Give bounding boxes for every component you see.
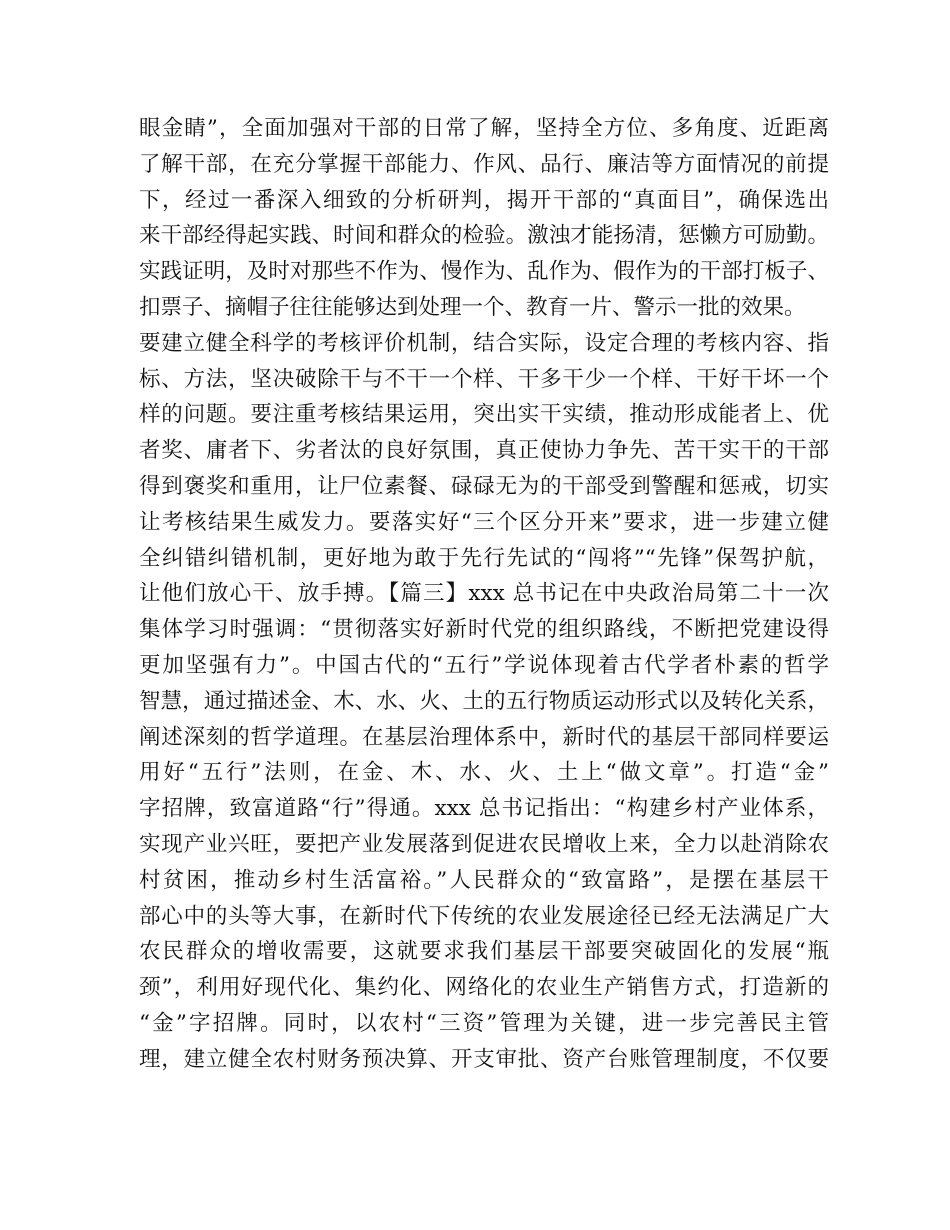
text-line: 让他们放心干、放手搏。【篇三】xxx 总书记在中央政治局第二十一次 — [139, 581, 829, 607]
text-line: 实践证明，及时对那些不作为、慢作为、乱作为、假作为的干部打板子、 — [139, 259, 829, 285]
text-line: 全纠错纠错机制，更好地为敢于先行先试的“闯将”“先锋”保驾护航， — [139, 545, 829, 571]
text-line: 村贫困，推动乡村生活富裕。”人民群众的“致富路”，是摆在基层干 — [139, 867, 829, 893]
text-line: 让考核结果生威发力。要落实好“三个区分开来”要求，进一步建立健 — [139, 509, 829, 535]
text-line: 要建立健全科学的考核评价机制，结合实际，设定合理的考核内容、指 — [139, 330, 829, 356]
text-line: 扣票子、摘帽子往往能够达到处理一个、教育一片、警示一批的效果。 — [139, 294, 806, 320]
text-line: 颈”，利用好现代化、集约化、网络化的农业生产销售方式，打造新的 — [139, 975, 829, 1001]
text-line: 眼金睛”，全面加强对干部的日常了解，坚持全方位、多角度、近距离 — [139, 116, 829, 141]
text-line: 农民群众的增收需要，这就要求我们基层干部要突破固化的发展“瓶 — [139, 939, 829, 965]
text-line: 阐述深刻的哲学道理。在基层治理体系中，新时代的基层干部同样要运 — [139, 724, 829, 750]
text-line: 标、方法，坚决破除干与不干一个样、干多干少一个样、干好干坏一个 — [139, 366, 829, 392]
text-line: 实现产业兴旺，要把产业发展落到促进农民增收上来，全力以赴消除农 — [139, 831, 829, 857]
text-line: 字招牌，致富道路“行”得通。xxx 总书记指出：“构建乡村产业体系， — [139, 796, 829, 822]
text-line: “金”字招牌。同时，以农村“三资”管理为关键，进一步完善民主管 — [139, 1010, 829, 1036]
text-line: 下，经过一番深入细致的分析研判，揭开干部的“真面目”，确保选出 — [139, 187, 829, 213]
text-line: 理，建立健全农村财务预决算、开支审批、资产台账管理制度，不仅要 — [139, 1046, 829, 1072]
text-line: 得到褒奖和重用，让尸位素餐、碌碌无为的干部受到警醒和惩戒，切实 — [139, 473, 829, 499]
text-line: 来干部经得起实践、时间和群众的检验。激浊才能扬清，惩懒方可励勤。 — [139, 223, 829, 249]
text-line: 部心中的头等大事，在新时代下传统的农业发展途径已经无法满足广大 — [139, 903, 829, 929]
text-line: 集体学习时强调：“贯彻落实好新时代党的组织路线，不断把党建设得 — [139, 617, 829, 643]
text-line: 更加坚强有力”。中国古代的“五行”学说体现着古代学者朴素的哲学 — [139, 652, 829, 678]
text-line: 了解干部，在充分掌握干部能力、作风、品行、廉洁等方面情况的前提 — [139, 151, 829, 177]
text-line: 用好“五行”法则，在金、木、水、火、土上“做文章”。打造“金” — [139, 760, 829, 786]
text-line: 智慧，通过描述金、木、水、火、土的五行物质运动形式以及转化关系， — [139, 688, 829, 714]
text-line: 者奖、庸者下、劣者汰的良好氛围，真正使协力争先、苦干实干的干部 — [139, 438, 829, 464]
body-text — [139, 111, 829, 1078]
text-line: 样的问题。要注重考核结果运用，突出实干实绩，推动形成能者上、优 — [139, 402, 829, 428]
